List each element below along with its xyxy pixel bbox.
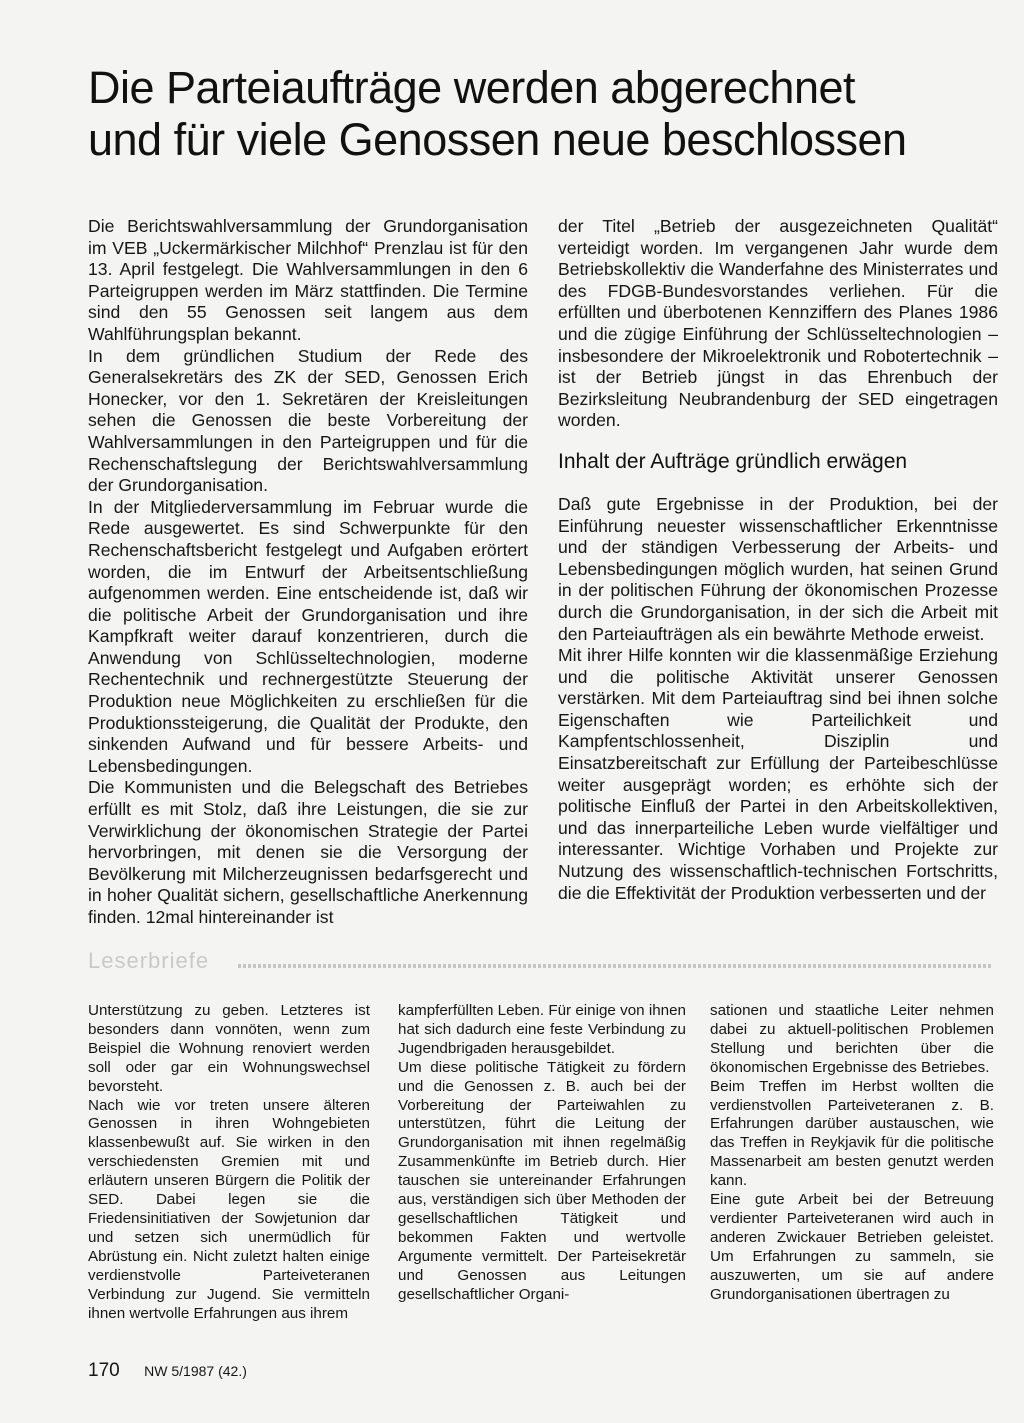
headline (88, 62, 968, 166)
headline-line-1: Die Parteiaufträge werden abgerechnet (88, 62, 856, 113)
page-footer (88, 1360, 247, 1382)
article-paragraph: In der Mitgliederversammlung im Februar wurde die Rede ausgewertet. Es sind Schwerpunkte für den Rechenschaftsbericht festgelegt und Aufgaben erörtert worden, die im Entwurf der Arbeitsentschließung aufgenommen werden. Eine entscheidende ist, daß wir die politische Arbeit der Grundorganisation und ihre Kampfkraft weiter darauf konzentrieren, durch die Anwendung von Schlüsseltechnologien, moderne Rechentechnik und rechnergestützte Steuerung der Produktion neue Möglichkeiten zu erschließen für die Produktionssteigerung, die Qualität der Produkte, den sinkenden Aufwand und für bessere Arbeits- und Lebensbedingungen. (88, 496, 528, 776)
article-paragraph: Daß gute Ergebnisse in der Produktion, bei der Einführung neuester wissenschaftlicher Erkenntnisse und der ständigen Verbesserung der Arbeits- und Lebensbedingungen möglich wurden, hat seinen Grund in der politischen Führung der ökonomischen Prozesse durch die Grundorganisation, in der sich die Arbeit mit den Parteiaufträgen als ein bewährte Methode erweist. (558, 493, 998, 644)
article-paragraph: Mit ihrer Hilfe konnten wir die klassenmäßige Erziehung und die politische Aktivität unserer Genossen verstärken. Mit dem Parteiauftrag sind bei ihnen solche Eigenschaften wie Parteilichkeit und Kampfentschlossenheit, Disziplin und Einsatzbereitschaft zur Erfüllung der Parteibeschlüsse weiter ausgeprägt worden; es erhöhte sich der politische Einfluß der Partei in den Arbeitskollektiven, und das innerparteiliche Leben wurde vielfältiger und interessanter. Wichtige Vorhaben und Projekte zur Nutzung des wissenschaftlich-technischen Fortschritts, die die Effektivität der Produktion verbesserten und der (558, 645, 998, 903)
issue-reference: NW 5/1987 (42.) (144, 1363, 247, 1379)
headline-line-2: und für viele Genossen neue beschlossen (88, 114, 907, 165)
section-label: Leserbriefe (88, 948, 210, 973)
letter-paragraph: kampferfüllten Leben. Für einige von ihnen hat sich dadurch eine feste Verbindung zu Jugendbrigaden herausgebildet. (398, 1002, 686, 1057)
letter-paragraph: Eine gute Arbeit bei der Betreuung verdienter Parteiveteranen wird auch in anderen Zwickauer Betrieben geleistet. Um Erfahrungen zu sammeln, sie auszuwerten, um sie auf andere Grundorganisationen übertragen zu (710, 1191, 994, 1303)
letters-column-3 (710, 1002, 994, 1305)
article-paragraph: Die Kommunisten und die Belegschaft des Betriebes erfüllt es mit Stolz, daß ihre Leistungen, die sie zur Verwirklichung der ökonomischen Strategie der Partei hervorbringen, mit denen sie die Versorgung der Bevölkerung mit Milcherzeugnissen bedarfsgerecht und in hoher Qualität sichern, gesellschaftliche Anerkennung finden. 12mal hintereinander ist (88, 777, 528, 927)
article-subhead: Inhalt der Aufträge gründlich erwägen (558, 449, 908, 473)
section-rule (238, 964, 992, 968)
letters-column-1 (88, 1002, 370, 1323)
letter-paragraph: Nach wie vor treten unsere älteren Genossen in ihren Wohngebieten klassenbewußt auf. Sie wirken in den verschiedensten Gremien mit und erläutern unseren Bürgern die Politik der SED. Dabei legen sie die Friedensinitiativen der Sowjetunion dar und setzen sich unermüdlich für Abrüstung ein. Nicht zuletzt halten einige verdienstvolle Parteiveteranen Verbindung zur Jugend. Sie vermitteln ihnen wertvolle Erfahrungen aus ihrem (88, 1096, 370, 1322)
page-number: 170 (88, 1360, 120, 1381)
letters-column-2 (398, 1002, 686, 1305)
article-paragraph: der Titel „Betrieb der ausgezeichneten Qualität“ verteidigt worden. Im vergangenen Jahr wurde dem Betriebskollektiv die Wanderfahne des Ministerrates und des FDGB-Bundesvorstandes verliehen. Für die erfüllten und überbotenen Kennziffern des Planes 1986 und die zügige Einführung der Schlüsseltechnologien – insbesondere der Mikroelektronik und Robotertechnik – ist der Betrieb jüngst in das Ehrenbuch der Bezirksleitung Neubrandenburg der SED eingetragen worden. (558, 216, 998, 431)
article-paragraph: In dem gründlichen Studium der Rede des Generalsekretärs des ZK der SED, Genossen Erich Honecker, vor den 1. Sekretären der Kreisleitungen sehen die Genossen die beste Vorbereitung der Wahlversammlungen in den Parteigruppen und für die Rechenschaftslegung der Berichtswahlversammlung der Grundorganisation. (88, 345, 528, 496)
letter-paragraph: sationen und staatliche Leiter nehmen dabei zu aktuell-politischen Problemen Stellung und berichten über die ökonomischen Ergebnisse des Betriebes. (710, 1002, 994, 1076)
section-divider (88, 948, 992, 978)
article-paragraph: Die Berichtswahlversammlung der Grundorganisation im VEB „Uckermärkischer Milchhof“ Prenzlau ist für den 13. April festgelegt. Die Wahlversammlungen in den 6 Parteigruppen werden im März stattfinden. Die Termine sind den 55 Genossen seit langem aus dem Wahlführungsplan bekannt. (88, 216, 528, 344)
article-column-2 (558, 216, 998, 904)
letter-paragraph: Beim Treffen im Herbst wollten die verdienstvollen Parteiveteranen z. B. Erfahrungen darüber austauschen, wie das Treffen in Reykjavik für die politische Massenarbeit am besten genutzt werden kann. (710, 1077, 994, 1190)
letter-paragraph: Unterstützung zu geben. Letzteres ist besonders dann vonnöten, wenn zum Beispiel die Wohnung renoviert werden soll oder gar ein Wohnungswechsel bevorsteht. (88, 1002, 370, 1095)
letter-paragraph: Um diese politische Tätigkeit zu fördern und die Genossen z. B. auch bei der Vorbereitung der Parteiwahlen zu unterstützen, führt die Leitung der Grundorganisation mit ihnen regelmäßig Zusammenkünfte im Betrieb durch. Hier tauschen sie untereinander Erfahrungen aus, verständigen sich über Methoden der gesellschaftlichen Tätigkeit und bekommen Fakten und wertvolle Argumente vermittelt. Der Parteisekretär und Genossen aus Leitungen gesellschaftlicher Organi- (398, 1058, 686, 1303)
article-column-1 (88, 216, 528, 929)
